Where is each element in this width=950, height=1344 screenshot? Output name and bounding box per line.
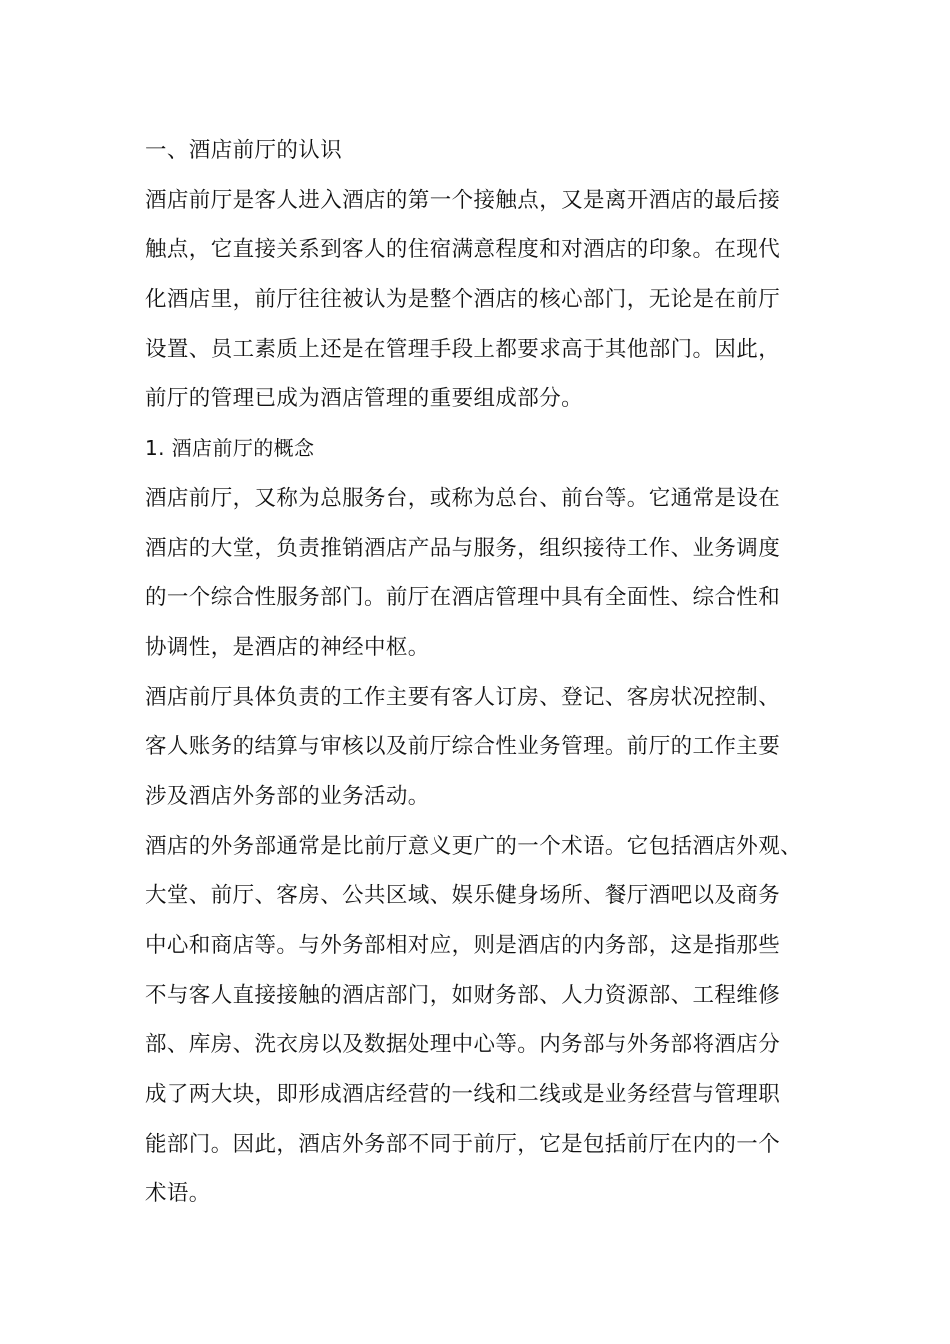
paragraph-external-departments: [145, 822, 810, 1220]
document-body: [145, 126, 810, 1219]
paragraph-front-office-duties: [145, 673, 810, 822]
paragraph-line: 客人账务的结算与审核以及前厅综合性业务管理。前厅的工作主要: [145, 734, 781, 760]
paragraph-line: 酒店的大堂，负责推销酒店产品与服务，组织接待工作、业务调度: [145, 535, 781, 561]
paragraph-line: 触点，它直接关系到客人的住宿满意程度和对酒店的印象。在现代: [145, 237, 781, 263]
section-heading: 一、酒店前厅的认识: [145, 138, 343, 163]
paragraph-line: 酒店的外务部通常是比前厅意义更广的一个术语。它包括酒店外观、: [145, 833, 803, 859]
paragraph-line: 部、库房、洗衣房以及数据处理中心等。内务部与外务部将酒店分: [145, 1032, 781, 1058]
paragraph-line: 设置、员工素质上还是在管理手段上都要求高于其他部门。因此，: [145, 336, 781, 362]
paragraph-front-office-intro: [145, 176, 810, 424]
paragraph-line: 成了两大块，即形成酒店经营的一线和二线或是业务经营与管理职: [145, 1082, 781, 1108]
paragraph-line: 中心和商店等。与外务部相对应，则是酒店的内务部，这是指那些: [145, 933, 781, 958]
subsection-heading: 1. 酒店前厅的概念: [145, 436, 315, 461]
paragraph-line: 酒店前厅，又称为总服务台，或称为总台、前台等。它通常是设在: [145, 485, 781, 511]
paragraph-line: 酒店前厅具体负责的工作主要有客人订房、登记、客房状况控制、: [145, 684, 781, 710]
paragraph-line: 涉及酒店外务部的业务活动。: [145, 783, 430, 809]
paragraph-line: 协调性，是酒店的神经中枢。: [145, 634, 430, 660]
paragraph-line: 能部门。因此，酒店外务部不同于前厅，它是包括前厅在内的一个: [145, 1131, 781, 1157]
paragraph-line: 的一个综合性服务部门。前厅在酒店管理中具有全面性、综合性和: [145, 585, 781, 611]
paragraph-line: 术语。: [145, 1181, 211, 1207]
paragraph-front-office-definition: [145, 474, 810, 673]
paragraph-line: 化酒店里，前厅往往被认为是整个酒店的核心部门，无论是在前厅: [145, 287, 781, 313]
paragraph-line: 大堂、前厅、客房、公共区域、娱乐健身场所、餐厅酒吧以及商务: [145, 883, 781, 909]
paragraph-line: 不与客人直接接触的酒店部门，如财务部、人力资源部、工程维修: [145, 982, 781, 1008]
paragraph-line: 前厅的管理已成为酒店管理的重要组成部分。: [145, 386, 584, 412]
paragraph-line: 酒店前厅是客人进入酒店的第一个接触点，又是离开酒店的最后接: [145, 187, 781, 213]
